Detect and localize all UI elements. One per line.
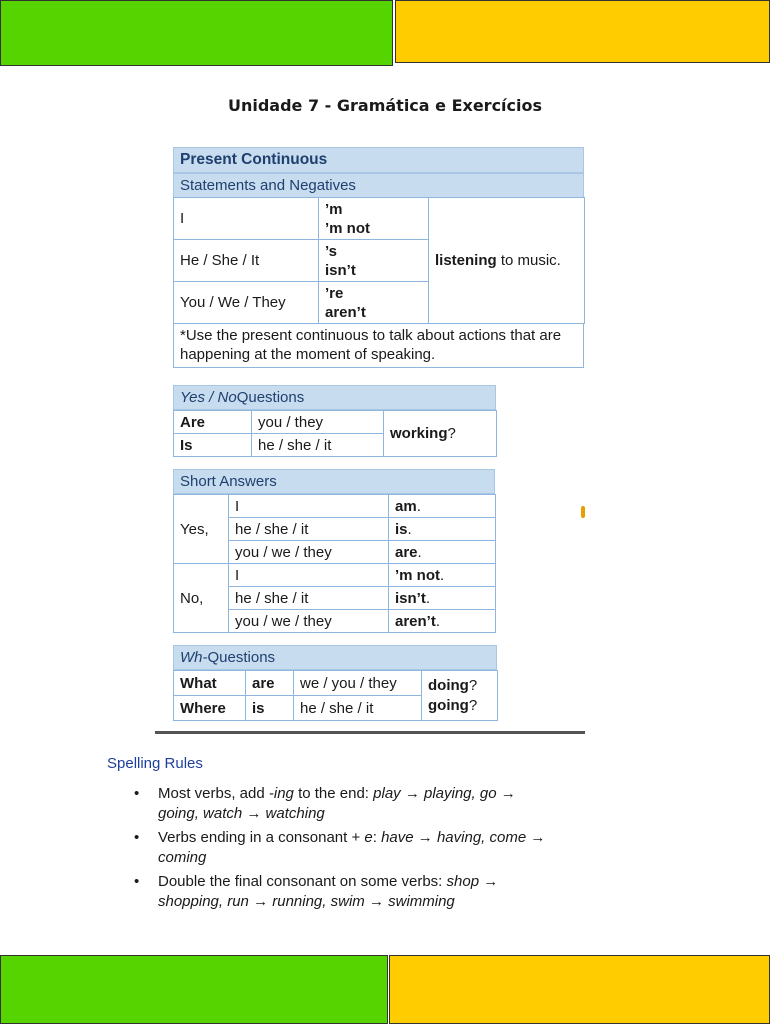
verb-cell	[319, 282, 429, 324]
subject-cell: He / She / It	[174, 240, 319, 282]
subject-cell: you / we / they	[229, 541, 389, 564]
verb-negative: ’m not	[325, 219, 370, 237]
aux-cell: are	[246, 671, 294, 696]
present-continuous-title: Present Continuous	[180, 151, 328, 168]
subject-cell: we / you / they	[294, 671, 422, 696]
wh-word-cell: Where	[174, 696, 246, 721]
yes-no-table	[173, 410, 497, 457]
subject-cell: you / we / they	[229, 610, 389, 633]
verb-negative: isn’t	[325, 261, 356, 279]
rule-example: shop → shopping, run → running, swim → swimming	[158, 873, 499, 910]
yes-no-title-rest: Questions	[236, 389, 305, 406]
spelling-rules-list	[134, 784, 554, 916]
answer-word: aren’t	[395, 612, 436, 630]
table-row	[174, 495, 496, 518]
rule-emphasis: e	[364, 829, 373, 846]
footer-band-yellow	[389, 955, 770, 1024]
answer-cell	[389, 541, 496, 564]
table-row	[174, 198, 585, 240]
answer-word: isn’t	[395, 589, 426, 607]
list-item	[134, 828, 554, 868]
subject-cell: I	[229, 564, 389, 587]
wh-title-italic: Wh-	[180, 649, 208, 666]
verb-punct: ?	[468, 676, 478, 694]
page-title: Unidade 7 - Gramática e Exercícios	[227, 96, 543, 115]
answer-word: am	[395, 497, 417, 515]
yes-label: Yes,	[174, 495, 229, 564]
verb-affirmative: ’s	[325, 242, 337, 260]
short-answers-table	[173, 494, 496, 633]
bullet: •	[134, 873, 140, 890]
verb-cell	[422, 671, 498, 721]
table-row	[174, 564, 496, 587]
wh-questions-header	[173, 645, 497, 670]
short-answers-header	[173, 469, 495, 494]
verb-word: working	[390, 425, 448, 442]
no-label: No,	[174, 564, 229, 633]
answer-punct: .	[417, 543, 422, 561]
subject-cell: he / she / it	[294, 696, 422, 721]
orange-mark	[581, 506, 585, 518]
verb-word: going	[428, 696, 469, 714]
yes-no-title-italic: Yes / No	[180, 389, 237, 406]
verb-affirmative: ’m	[325, 200, 343, 218]
verb-cell	[319, 198, 429, 240]
header-band-green	[0, 0, 393, 66]
answer-cell	[389, 610, 496, 633]
statements-table	[173, 197, 585, 324]
rule-example: have → having, come → coming	[158, 829, 546, 866]
bullet: •	[134, 829, 140, 846]
subject-cell: I	[229, 495, 389, 518]
verb-word: doing	[428, 676, 469, 694]
short-answers-title: Short Answers	[180, 473, 277, 490]
answer-punct: .	[440, 566, 445, 584]
wh-questions-table	[173, 670, 498, 721]
rule-text: Most verbs, add	[158, 785, 269, 802]
list-item	[134, 872, 554, 912]
answer-word: is	[395, 520, 408, 538]
yes-no-header	[173, 385, 496, 410]
wh-word-cell: What	[174, 671, 246, 696]
subject-cell: he / she / it	[252, 434, 384, 457]
rule-text: :	[372, 829, 382, 846]
table-row	[174, 411, 497, 434]
answer-cell	[389, 495, 496, 518]
answer-punct: .	[435, 612, 441, 630]
verb-cell	[384, 411, 497, 457]
present-continuous-header	[173, 147, 584, 173]
section-divider	[155, 731, 585, 734]
answer-cell	[389, 518, 496, 541]
bullet: •	[134, 785, 140, 802]
subject-cell: you / they	[252, 411, 384, 434]
statements-header	[173, 173, 584, 198]
answer-word: ’m not	[395, 566, 440, 584]
rule-example: play → playing, go → going, watch → watching	[158, 785, 516, 822]
answer-punct: .	[407, 520, 412, 538]
list-item	[134, 784, 554, 824]
complement-cell	[429, 198, 585, 324]
rule-text: to the end:	[293, 785, 374, 802]
spelling-rules-title: Spelling Rules	[107, 755, 203, 772]
wh-title-rest: Questions	[207, 649, 276, 666]
verb-negative: aren’t	[325, 303, 366, 321]
subject-cell: he / she / it	[229, 587, 389, 610]
answer-punct: .	[425, 589, 431, 607]
answer-punct: .	[416, 497, 421, 515]
complement-rest: to music.	[496, 252, 561, 269]
aux-cell: is	[246, 696, 294, 721]
verb-punct: ?	[468, 696, 478, 714]
header-band-yellow	[395, 0, 770, 63]
answer-word: are	[395, 543, 418, 561]
aux-cell: Is	[174, 434, 252, 457]
statements-title: Statements and Negatives	[180, 177, 356, 194]
subject-cell: he / she / it	[229, 518, 389, 541]
verb-affirmative: ’re	[325, 284, 344, 302]
footer-band-green	[0, 955, 388, 1024]
complement-verb: listening	[435, 252, 497, 269]
table-row	[174, 671, 498, 696]
rule-emphasis: -ing	[268, 785, 294, 802]
answer-cell	[389, 587, 496, 610]
verb-cell	[319, 240, 429, 282]
subject-cell: You / We / They	[174, 282, 319, 324]
rule-text: Verbs ending in a consonant +	[158, 829, 365, 846]
verb-punct: ?	[447, 425, 456, 442]
usage-note: *Use the present continuous to talk about actions that are happening at the moment of speaking.	[173, 323, 584, 368]
answer-cell	[389, 564, 496, 587]
rule-text: Double the final consonant on some verbs:	[158, 873, 447, 890]
subject-cell: I	[174, 198, 319, 240]
aux-cell: Are	[174, 411, 252, 434]
